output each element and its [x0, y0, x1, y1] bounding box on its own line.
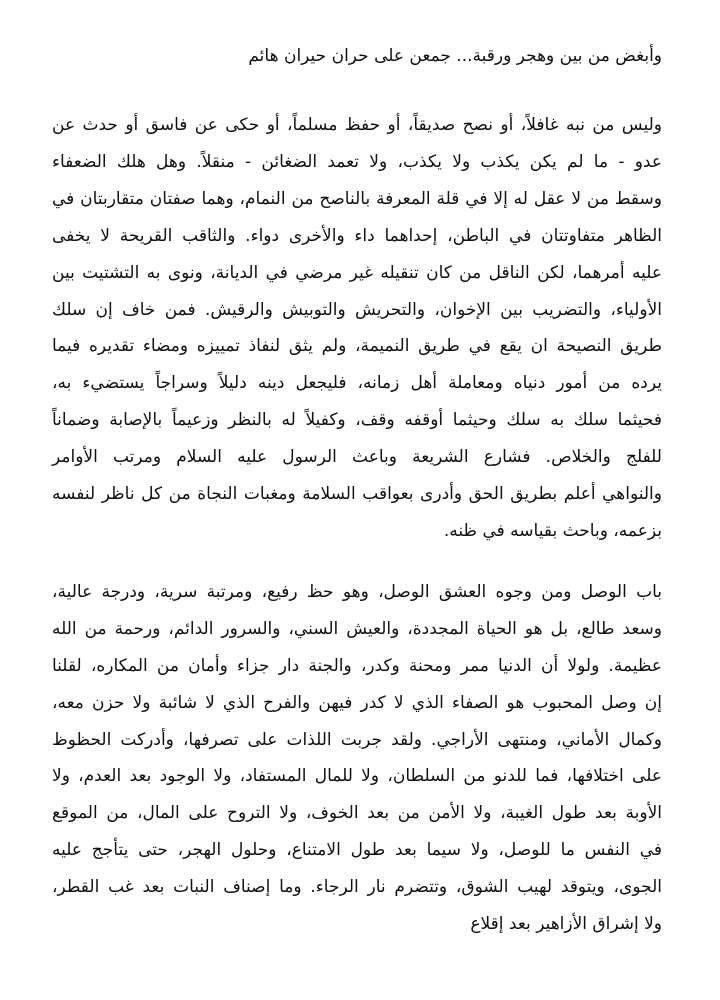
- text-line: طريق النصيحة ان يقع في طريق النميمة، ولم يثق لنفاذ تمييزه ومضاء تقديره فيما: [52, 336, 662, 357]
- text-line: والنواهي أعلم بطريق الحق وأدرى بعواقب السلامة ومغبات النجاة من كل ناظر لنفسه: [52, 484, 662, 505]
- text-line: عدو - ما لم يكن يكذب ولا يكذب، ولا تعمد الضغائن - منقلاً. وهل هلك الضعفاء: [52, 151, 662, 172]
- text-line: وسقط من لا عقل له إلا في قلة المعرفة بالناصح من النمام، وهما صفتان متقاربتان في: [52, 188, 662, 209]
- text-line: على اختلافها، فما للدنو من السلطان، ولا للمال المستفاد، ولا الوجود بعد العدم، ولا: [52, 766, 662, 787]
- text-line: عظيمة. ولولا أن الدنيا ممر ومحنة وكدر، والجنة دار جزاء وأمان من المكاره، لقلنا: [52, 655, 662, 676]
- text-line: الأوبة بعد طول الغيبة، ولا الأمن من بعد الخوف، ولا التروح على المال، من الموقع: [52, 803, 662, 824]
- text-line: ولا إشراق الأزاهير بعد إقلاع: [470, 914, 662, 935]
- poem-verse: وأبغض من بين وهجر ورقبة... جمعن على حران حيران هائم: [248, 46, 662, 66]
- text-line: وسعد طالع، بل هو الحياة المجددة، والعيش السني، والسرور الدائم، ورحمة من الله: [52, 618, 662, 639]
- text-line: للفلج والخلاص. فشارع الشريعة وباعث الرسول عليه السلام ومرتب الأوامر: [52, 447, 662, 468]
- paragraph-gossip: [52, 107, 662, 550]
- text-line: وكمال الأماني، ومنتهى الأراجي. ولقد جربت اللذات على تصرفها، وأدركت الحظوظ: [52, 729, 662, 750]
- text-line: الظاهر متفاوتتان في الباطن، إحداهما داء والأخرى دواء. والثاقب القريحة لا يخفى: [52, 225, 662, 246]
- text-line: عليه أمرهما، لكن الناقل من كان تنقيله غير مرضي في الديانة، ونوى به التشتيت بين: [52, 262, 662, 283]
- text-line: الجوى، ويتوقد لهيب الشوق، وتتضرم نار الرجاء. وما إصناف النبات بعد غب القطر،: [52, 877, 662, 898]
- text-line: يرده من أمور دنياه ومعاملة أهل زمانه، فليجعل دينه دليلاً وسراجاً يستضيء به،: [52, 373, 662, 394]
- paragraph-union-chapter: [52, 574, 662, 943]
- text-line: الأولياء، والتضريب بين الإخوان، والتحريش والتوبيش والرقيش. فمن خاف إن سلك: [52, 299, 662, 320]
- text-line: في النفس ما للوصل، ولا سيما بعد طول الامتناع، وحلول الهجر، حتى يتأجج عليه: [52, 840, 662, 861]
- text-line: بزعمه، وباحث بقياسه في ظنه.: [443, 520, 662, 541]
- text-line: وليس من نبه غافلاً، أو نصح صديقاً، أو حفظ مسلماً، أو حكى عن فاسق أو حدث عن: [52, 115, 662, 135]
- text-line: باب الوصل ومن وجوه العشق الوصل، وهو حظ رفيع، ومرتبة سرية، ودرجة عالية،: [52, 581, 662, 602]
- text-line: إن وصل المحبوب هو الصفاء الذي لا كدر فيهن والفرح الذي لا شائبة ولا حزن معه،: [52, 692, 662, 713]
- text-line: فحيثما سلك به سلك وحيثما أوقفه وقف، وكفيلاً له بالنظر وزعيماً بالإصابة وضماناً: [52, 410, 662, 431]
